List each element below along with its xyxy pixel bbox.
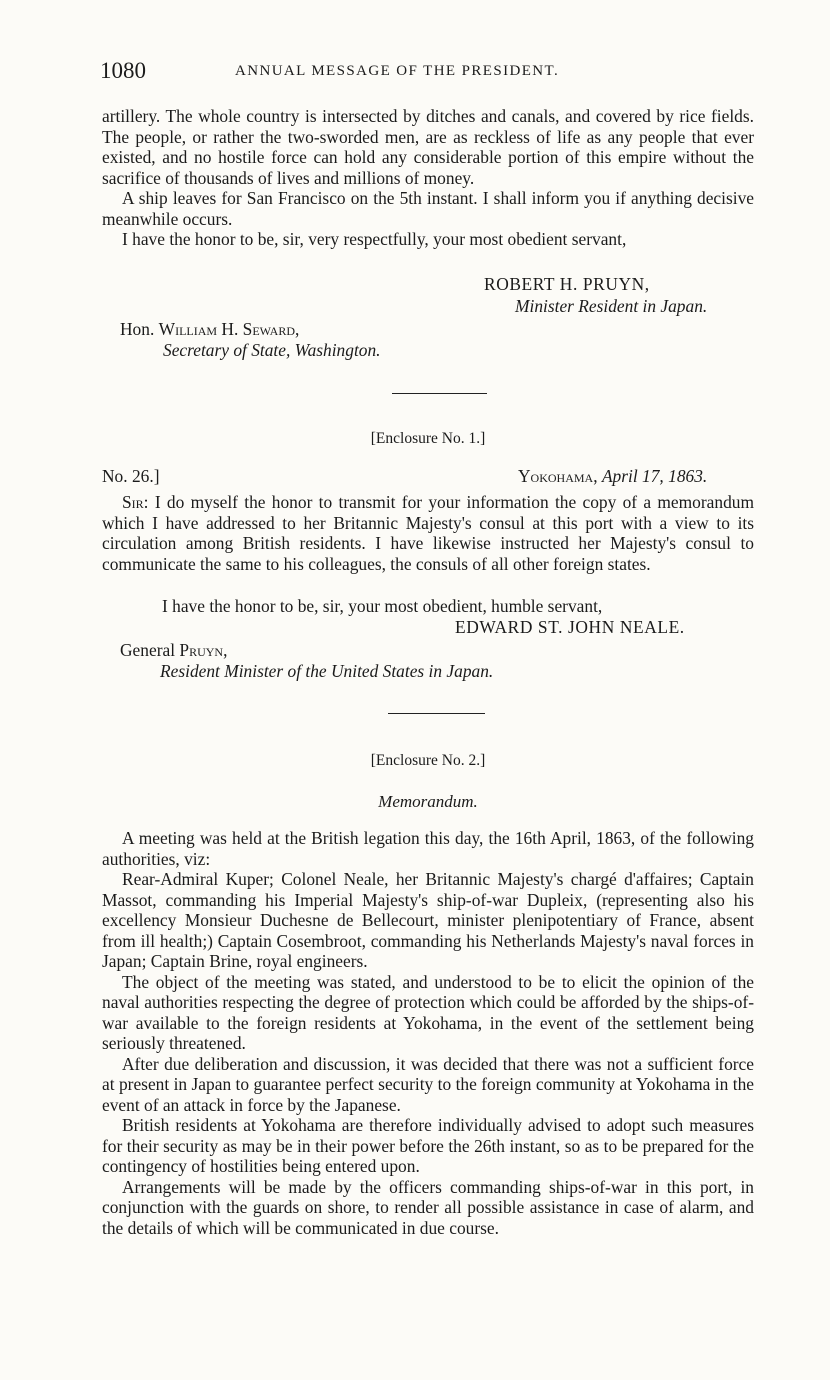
page-header	[100, 58, 740, 88]
letter-one-addressee	[120, 319, 299, 340]
memorandum-paragraph: Arrangements will be made by the officers commanding ships-of-war in this port, in conjunction with the guards on shore, to render all possible assistance in case of alarm, and the details of which will be communicated in due course.	[102, 1176, 754, 1238]
section-divider	[392, 393, 487, 394]
enclosure-1-addressee-rank: General	[120, 640, 176, 660]
section-divider-2	[388, 713, 485, 714]
running-title: ANNUAL MESSAGE OF THE PRESIDENT.	[235, 63, 560, 79]
enclosure-1-addressee	[120, 640, 227, 661]
letter-one-signature-name: ROBERT H. PRUYN,	[484, 274, 650, 294]
letter-one-signature-title: Minister Resident in Japan.	[515, 296, 708, 316]
memorandum-paragraph: A meeting was held at the British legation this day, the 16th April, 1863, of the following authorities, viz:	[102, 828, 754, 869]
memorandum-body	[102, 828, 754, 1238]
enclosure-2-label: [Enclosure No. 2.]	[370, 752, 486, 769]
memorandum-title: Memorandum.	[378, 792, 478, 811]
addressee-prefix: Hon.	[120, 319, 155, 339]
enclosure-1-body	[102, 492, 754, 574]
enclosure-1-addressee-name: Pruyn,	[179, 640, 228, 660]
addressee-name: William H. Seward,	[158, 319, 300, 339]
letter-one-addressee-title: Secretary of State, Washington.	[163, 340, 381, 360]
enclosure-1-label: [Enclosure No. 1.]	[370, 430, 486, 447]
enclosure-1-number: No. 26.]	[102, 466, 160, 486]
enclosure-1-date: April 17, 1863.	[601, 466, 708, 486]
page-number: 1080	[100, 58, 146, 83]
enclosure-1-addressee-title: Resident Minister of the United States in Japan.	[160, 661, 494, 681]
memorandum-paragraph: Rear-Admiral Kuper; Colonel Neale, her Britannic Majesty's chargé d'affaires; Captain Massot, commanding his Imperial Majesty's ship-of-war Dupleix, (representing also his excellency Monsieur Duchesne de Bellecourt, minister plenipotentiary of France, absent from ill health;) Captain Cosembroot, commanding his Netherlands Majesty's naval forces in Japan; Captain Brine, royal engineers.	[102, 869, 754, 971]
letter-one-paragraph-2: A ship leaves for San Francisco on the 5th instant. I shall inform you if anything decisive meanwhile occurs.	[102, 188, 754, 229]
letter-one-paragraph-1: artillery. The whole country is intersected by ditches and canals, and covered by rice fields. The people, or rather the two-sworded men, are as reckless of life as any people that ever existed, and no hostile force can hold any considerable portion of this empire without the sacrifice of thousands of lives and millions of money.	[102, 106, 754, 188]
enclosure-1-body-text: I do myself the honor to transmit for your information the copy of a memorandum which I have addressed to her Britannic Majesty's consul at this port with a view to its circulation among British residents. I have likewise instructed her Majesty's consul to communicate the same to his colleagues, the consuls of all other foreign states.	[102, 492, 754, 574]
memorandum-paragraph: The object of the meeting was stated, and understood to be to elicit the opinion of the naval authorities respecting the degree of protection which could be afforded by the ships-of-war available to the foreign residents at Yokohama, in the event of the settlement being seriously threatened.	[102, 971, 754, 1053]
enclosure-1-place: Yokohama,	[518, 466, 598, 486]
enclosure-1-signature-name: EDWARD ST. JOHN NEALE.	[455, 617, 685, 637]
letter-one-body	[102, 106, 754, 250]
enclosure-1-closing: I have the honor to be, sir, your most obedient, humble servant,	[162, 596, 603, 616]
enclosure-1-dateline	[518, 466, 707, 487]
letter-one-closing: I have the honor to be, sir, very respectfully, your most obedient servant,	[122, 229, 627, 249]
memorandum-paragraph: After due deliberation and discussion, it was decided that there was not a sufficient force at present in Japan to guarantee perfect security to the foreign community at Yokohama in the event of an attack in force by the Japanese.	[102, 1053, 754, 1115]
enclosure-1-salutation: Sir:	[122, 492, 149, 512]
memorandum-paragraph: British residents at Yokohama are therefore individually advised to adopt such measures for their security as may be in their power before the 26th instant, so as to be prepared for the contingency of hostilities being entered upon.	[102, 1115, 754, 1176]
